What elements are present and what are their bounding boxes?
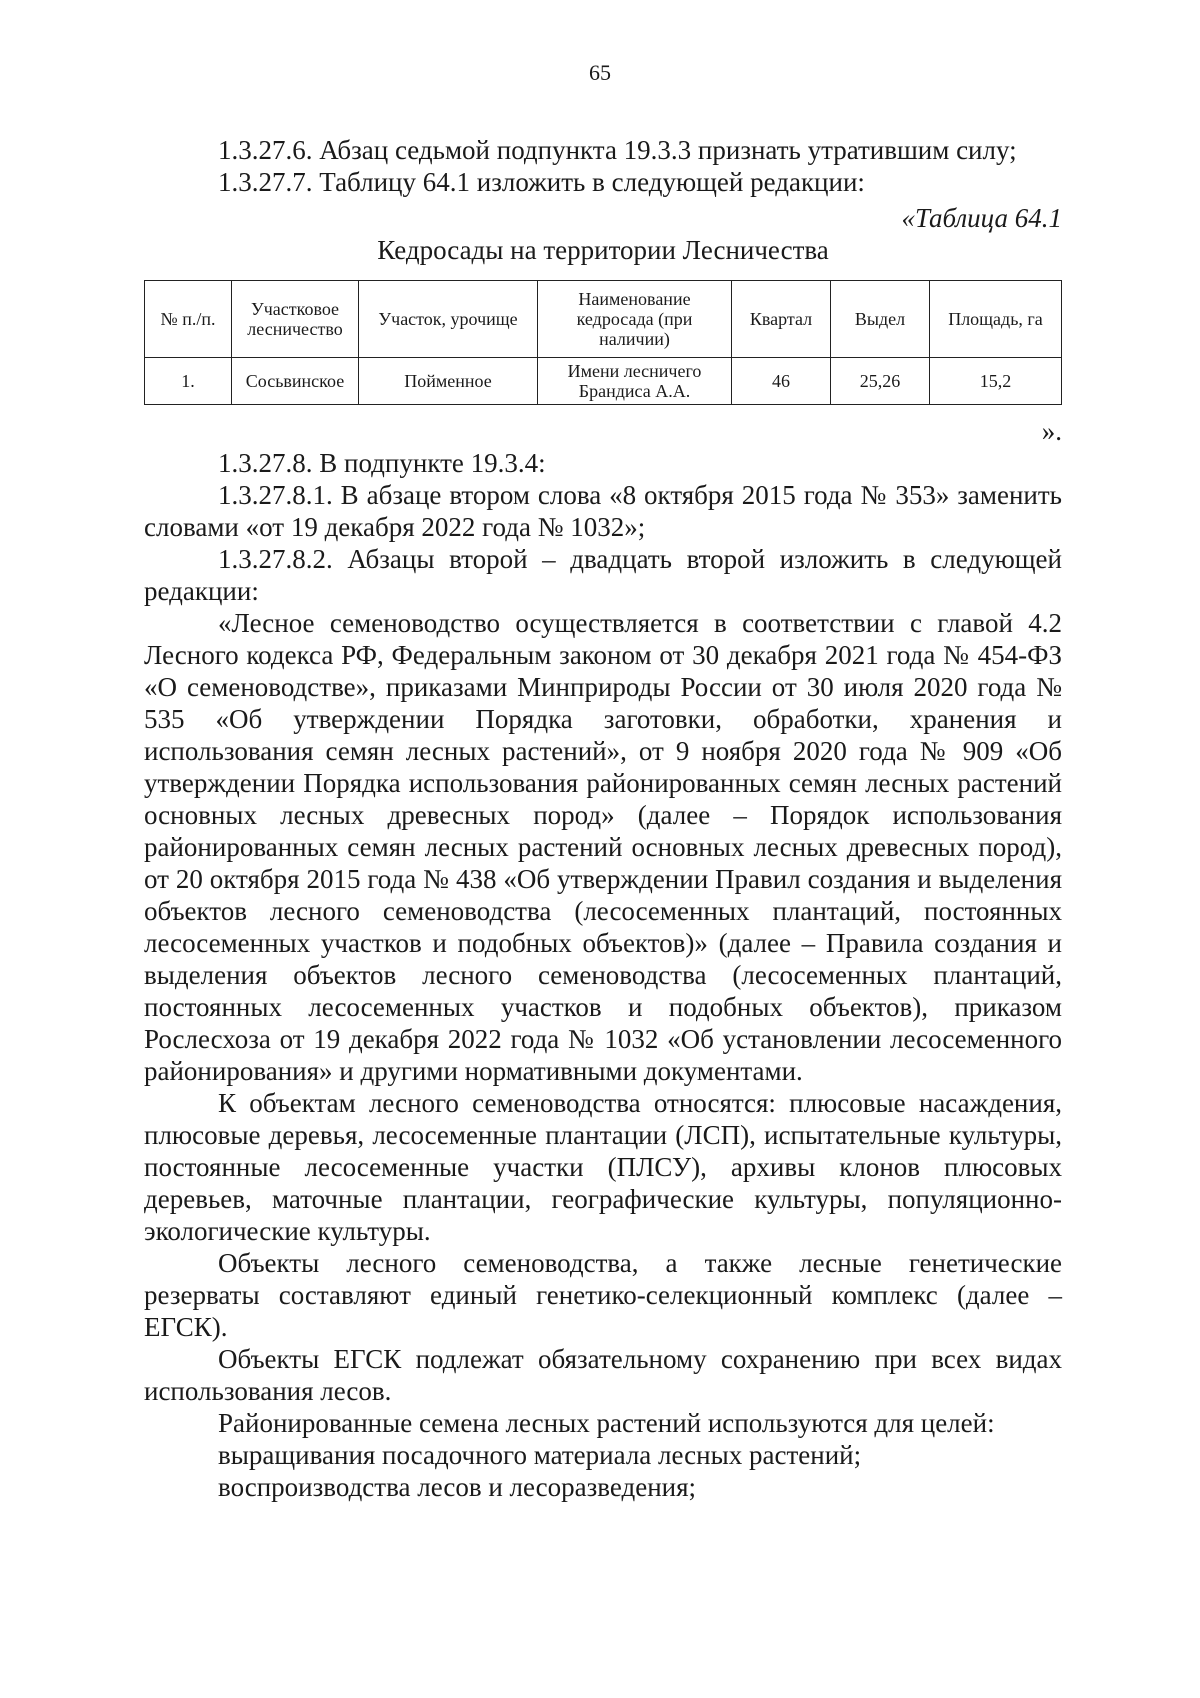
table-closing-quote: ». xyxy=(1041,416,1062,446)
table-cell: 46 xyxy=(732,358,831,405)
table-cell: 1. xyxy=(145,358,232,405)
table-row xyxy=(145,358,1062,405)
paragraph: 1.3.27.8.2. Абзацы второй – двадцать второй изложить в следующей редакции: xyxy=(144,544,1062,606)
header-cell: № п./п. xyxy=(145,281,232,358)
paragraph: К объектам лесного семеноводства относятся: плюсовые насаждения, плюсовые деревья, лесосеменные плантации (ЛСП), испытательные культуры, постоянные лесосеменные участки (ПЛСУ), архивы клонов плюсовых деревьев, маточные плантации, географические культуры, популяционно-экологические культуры. xyxy=(144,1088,1062,1246)
table-label: «Таблица 64.1 xyxy=(901,203,1062,233)
paragraph: воспроизводства лесов и лесоразведения; xyxy=(218,1472,697,1502)
table-cell: Имени лесничего Брандиса А.А. xyxy=(538,358,732,405)
header-cell: Квартал xyxy=(732,281,831,358)
paragraph: Районированные семена лесных растений используются для целей: xyxy=(218,1408,995,1438)
header-cell: Участок, урочище xyxy=(359,281,538,358)
header-cell: Площадь, га xyxy=(930,281,1062,358)
table-cell: Сосьвинское xyxy=(232,358,359,405)
paragraph: 1.3.27.6. Абзац седьмой подпункта 19.3.3 признать утратившим силу; xyxy=(218,135,1017,165)
paragraph: Объекты ЕГСК подлежат обязательному сохранению при всех видах использования лесов. xyxy=(144,1344,1062,1406)
paragraph: «Лесное семеноводство осуществляется в соответствии с главой 4.2 Лесного кодекса РФ, Федеральным законом от 30 декабря 2021 года № 454-ФЗ «О семеноводстве», приказами Минприроды России от 30 июля 2020 года № 535 «Об утверждении Порядка заготовки, обработки, хранения и использования семян лесных растений», от 9 ноября 2020 года № 909 «Об утверждении Порядка использования районированных семян лесных растений основных лесных древесных пород» (далее – Порядок использования районированных семян лесных растений основных лесных древесных пород), от 20 октября 2015 года № 438 «Об утверждении Правил создания и выделения объектов лесного семеноводства (лесосеменных плантаций, постоянных лесосеменных участков и подобных объектов)» (далее – Правила создания и выделения объектов лесного семеноводства (лесосеменных плантаций, постоянных лесосеменных участков и подобных объектов), приказом Рослесхоза от 19 декабря 2022 года № 1032 «Об установлении лесосеменного районирования» и другими нормативными документами. xyxy=(144,608,1062,1086)
table-header-row xyxy=(145,281,1062,358)
header-cell: Наименование кедросада (при наличии) xyxy=(538,281,732,358)
paragraph: Объекты лесного семеноводства, а также лесные генетические резерваты составляют единый генетико-селекционный комплекс (далее – ЕГСК). xyxy=(144,1248,1062,1342)
table-cell: Пойменное xyxy=(359,358,538,405)
table-cell: 25,26 xyxy=(831,358,930,405)
page-number: 65 xyxy=(589,60,611,85)
table-cell: 15,2 xyxy=(930,358,1062,405)
document-body xyxy=(144,134,1062,1503)
cedar-gardens-table xyxy=(144,280,1062,405)
header-cell: Выдел xyxy=(831,281,930,358)
table-title: Кедросады на территории Лесничества xyxy=(377,235,829,265)
paragraph: 1.3.27.7. Таблицу 64.1 изложить в следующей редакции: xyxy=(218,167,865,197)
paragraph: 1.3.27.8.1. В абзаце втором слова «8 октября 2015 года № 353» заменить словами «от 19 декабря 2022 года № 1032»; xyxy=(144,480,1062,542)
paragraph: выращивания посадочного материала лесных растений; xyxy=(218,1440,862,1470)
paragraph: 1.3.27.8. В подпункте 19.3.4: xyxy=(218,448,546,478)
header-cell: Участковое лесничество xyxy=(232,281,359,358)
